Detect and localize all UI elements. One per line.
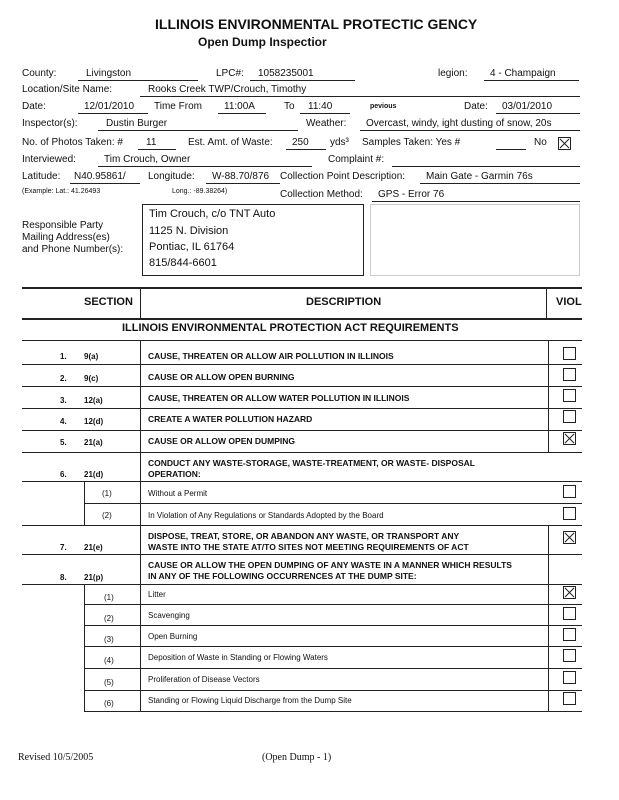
row-8-sub-3-desc: Open Burning — [148, 632, 198, 641]
lpc-field[interactable]: 1058235001 — [258, 68, 314, 79]
row-8-sub-2-viol-checkbox[interactable] — [563, 607, 576, 620]
prev-date-label: Date: — [464, 101, 488, 112]
row-4-desc: CREATE A WATER POLLUTION HAZARD — [148, 414, 313, 424]
row-6-sub-1-num: (1) — [102, 489, 112, 498]
form-title: ILLINOIS ENVIRONMENTAL PROTECTIC GENCY — [155, 16, 478, 32]
act-heading: ILLINOIS ENVIRONMENTAL PROTECTION ACT REQUIREMENTS — [122, 322, 459, 334]
row-8-sub-6-num: (6) — [104, 699, 114, 708]
row-6-sub-2-num: (2) — [102, 511, 112, 520]
collection-method-label: Collection Method: — [280, 189, 363, 200]
samples-no-checkbox[interactable] — [558, 137, 571, 150]
row-7-viol-checkbox[interactable] — [563, 531, 576, 544]
row-7-desc-2: WASTE INTO THE STATE AT/TO SITES NOT MEETING REQUIREMENTS OF ACT — [148, 542, 469, 552]
photos-field[interactable]: 11 — [146, 137, 157, 148]
inspector-field[interactable]: Dustin Burger — [106, 118, 168, 129]
row-5-desc: CAUSE OR ALLOW OPEN DUMPING — [148, 436, 296, 446]
time-label: Time From — [154, 101, 202, 112]
row-2-viol-checkbox[interactable] — [563, 368, 576, 381]
party-label-3: and Phone Number(s): — [22, 244, 124, 255]
photos-label: No. of Photos Taken: # — [22, 137, 123, 148]
party-line-1: Tim Crouch, c/o TNT Auto — [149, 208, 276, 220]
row-8-sub-4-desc: Deposition of Waste in Standing or Flowing Waters — [148, 653, 328, 662]
row-8-sub-6-desc: Standing or Flowing Liquid Discharge from the Dump Site — [148, 696, 352, 705]
time-to-label: To — [284, 101, 295, 112]
longitude-field[interactable]: W-88.70/876 — [212, 171, 270, 182]
inspector-label: Inspector(s): — [22, 118, 78, 129]
row-4-section: 12(d) — [84, 417, 104, 426]
waste-field[interactable]: 250 — [292, 137, 309, 148]
row-2-section: 9(c) — [84, 374, 99, 383]
row-8-sub-3-viol-checkbox[interactable] — [563, 628, 576, 641]
row-6-sub-2-desc: In Violation of Any Regulations or Standards Adopted by the Board — [148, 511, 384, 520]
county-field[interactable]: Livingston — [86, 68, 132, 79]
row-3-section: 12(a) — [84, 396, 103, 405]
row-7-section: 21(e) — [84, 543, 103, 552]
prev-date-field[interactable]: 03/01/2010 — [502, 101, 553, 112]
row-4-viol-checkbox[interactable] — [563, 410, 576, 423]
form-subtitle: Open Dump Inspectior — [198, 35, 327, 49]
row-3-desc: CAUSE, THREATEN OR ALLOW WATER POLLUTION IN ILLINOIS — [148, 393, 410, 403]
row-8-desc-2: IN ANY OF THE FOLLOWING OCCURRENCES AT THE DUMP SITE: — [148, 571, 417, 581]
revised-date: Revised 10/5/2005 — [18, 752, 94, 763]
row-3-num: 3. — [60, 396, 67, 405]
samples-no-label: No — [534, 137, 547, 148]
row-8-sub-5-viol-checkbox[interactable] — [563, 671, 576, 684]
col-description-header: DESCRIPTION — [306, 296, 382, 308]
waste-label: Est. Amt. of Waste: — [188, 137, 273, 148]
latitude-label: Latitude: — [22, 171, 61, 182]
party-label-2: Mailing Address(es) — [22, 232, 110, 243]
latitude-field[interactable]: N40.95861/ — [74, 171, 126, 182]
row-5-num: 5. — [60, 438, 67, 447]
site-field[interactable]: Rooks Creek TWP/Crouch, Timothy — [148, 84, 307, 95]
row-8-sub-6-viol-checkbox[interactable] — [563, 692, 576, 705]
row-1-section: 9(a) — [84, 352, 99, 361]
page-label: (Open Dump - 1) — [262, 752, 332, 763]
time-to-field[interactable]: 11:40 — [308, 101, 333, 112]
row-8-sub-4-num: (4) — [104, 656, 114, 665]
row-8-sub-1-num: (1) — [104, 593, 114, 602]
row-6-sub-1-viol-checkbox[interactable] — [563, 485, 576, 498]
site-label: Location/Site Name: — [22, 84, 113, 95]
row-6-sub-1-desc: Without a Permit — [148, 489, 208, 498]
row-2-num: 2. — [60, 374, 67, 383]
region-field[interactable]: 4 - Champaign — [490, 68, 556, 79]
col-viol-header: VIOL — [556, 296, 582, 308]
longitude-label: Longitude: — [148, 171, 195, 182]
row-6-section: 21(d) — [84, 470, 104, 479]
row-1-desc: CAUSE, THREATEN OR ALLOW AIR POLLUTION IN ILLINOIS — [148, 351, 394, 361]
samples-label: Samples Taken: Yes # — [362, 137, 461, 148]
collection-desc-label: Collection Point Description: — [280, 171, 406, 182]
region-label: legion: — [438, 68, 468, 79]
row-8-sub-3-num: (3) — [104, 635, 114, 644]
interviewed-field[interactable]: Tim Crouch, Owner — [104, 154, 191, 165]
row-2-desc: CAUSE OR ALLOW OPEN BURNING — [148, 372, 295, 382]
row-8-sub-5-num: (5) — [104, 678, 114, 687]
collection-desc-field[interactable]: Main Gate - Garmin 76s — [426, 171, 533, 182]
row-1-viol-checkbox[interactable] — [563, 347, 576, 360]
date-field[interactable]: 12/01/2010 — [84, 101, 135, 112]
waste-unit: yds³ — [330, 137, 349, 148]
previous-label: pevious — [370, 103, 397, 110]
row-4-num: 4. — [60, 417, 67, 426]
row-8-sub-2-num: (2) — [104, 614, 114, 623]
weather-field[interactable]: Overcast, windy, ight dusting of snow, 20s — [366, 118, 552, 129]
row-8-sub-4-viol-checkbox[interactable] — [563, 649, 576, 662]
row-8-sub-5-desc: Proliferation of Disease Vectors — [148, 675, 260, 684]
party-line-3: Pontiac, IL 61764 — [149, 241, 235, 253]
lpc-label: LPC#: — [216, 68, 244, 79]
row-5-viol-checkbox[interactable] — [563, 432, 576, 445]
row-3-viol-checkbox[interactable] — [563, 389, 576, 402]
responsible-party-box[interactable] — [142, 204, 364, 276]
col-section-header: SECTION — [84, 296, 133, 308]
party-line-4: 815/844-6601 — [149, 257, 217, 269]
county-label: County: — [22, 68, 57, 79]
row-8-sub-1-desc: Litter — [148, 590, 166, 599]
row-8-sub-1-viol-checkbox[interactable] — [563, 586, 576, 599]
row-8-desc-1: CAUSE OR ALLOW THE OPEN DUMPING OF ANY WASTE IN A MANNER WHICH RESULTS — [148, 560, 512, 570]
weather-label: Weather: — [306, 118, 347, 129]
row-8-sub-2-desc: Scavenging — [148, 611, 190, 620]
complaint-label: Complaint #: — [328, 154, 385, 165]
collection-method-field[interactable]: GPS - Error 76 — [378, 189, 445, 200]
time-from-field[interactable]: 11:00A — [224, 101, 255, 112]
row-6-sub-2-viol-checkbox[interactable] — [563, 507, 576, 520]
row-5-section: 21(a) — [84, 438, 103, 447]
responsible-party-box-2[interactable] — [370, 204, 580, 276]
row-7-num: 7. — [60, 543, 67, 552]
party-label-1: Responsible Party — [22, 220, 104, 231]
example-long: Long.: -89.38264) — [172, 188, 228, 195]
row-6-num: 6. — [60, 470, 67, 479]
row-7-desc-1: DISPOSE, TREAT, STORE, OR ABANDON ANY WASTE, OR TRANSPORT ANY — [148, 531, 460, 541]
row-8-section: 21(p) — [84, 573, 104, 582]
row-6-desc-2: OPERATION: — [148, 469, 201, 479]
interviewed-label: Interviewed: — [22, 154, 76, 165]
date-label: Date: — [22, 101, 46, 112]
row-1-num: 1. — [60, 352, 67, 361]
row-6-desc-1: CONDUCT ANY WASTE-STORAGE, WASTE-TREATMENT, OR WASTE- DISPOSAL — [148, 458, 475, 468]
party-line-2: 1125 N. Division — [149, 225, 229, 237]
row-8-num: 8. — [60, 573, 67, 582]
example-lat: (Example: Lat.: 41.26493 — [22, 188, 101, 195]
